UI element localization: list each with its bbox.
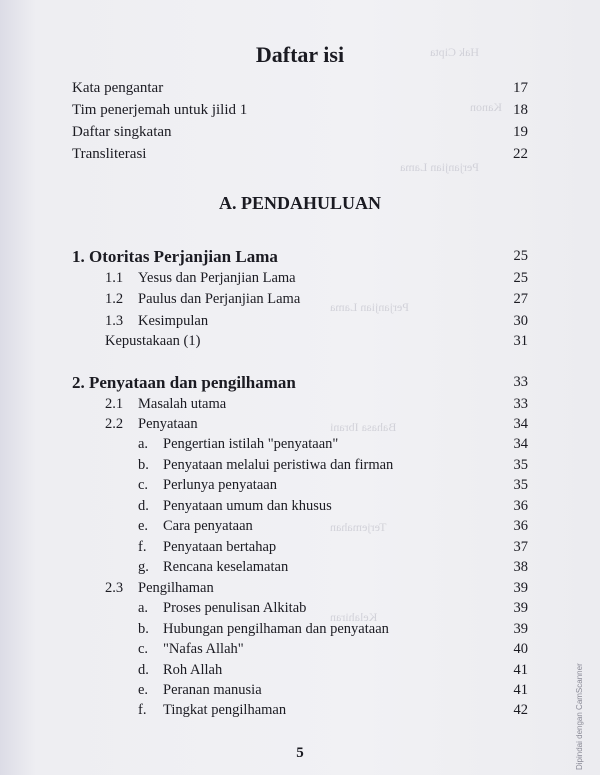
chapter-title: 1. Otoritas Perjanjian Lama [72,247,278,266]
subsection-page: 30 [513,313,528,329]
item-label: Proses penulisan Alkitab [163,600,307,616]
item-page: 41 [513,682,528,698]
subsection-page: 33 [513,396,528,412]
item-page: 39 [513,621,528,637]
subsection-label: Kesimpulan [138,313,209,329]
front-matter-page: 22 [513,146,528,162]
item-letter: f. [138,539,147,555]
subsection-label: Yesus dan Perjanjian Lama [138,270,296,286]
item-page: 40 [513,641,528,657]
page-title: Daftar isi [255,42,345,67]
item-letter: b. [138,621,149,637]
item-letter: c. [138,641,149,657]
item-letter: a. [138,600,149,616]
subsection-number: 2.2 [105,416,124,432]
item-letter: c. [138,477,149,493]
chapter-page: 25 [513,248,528,264]
page-number: 5 [296,745,304,761]
scanner-watermark: Dipindai dengan CamScanner [575,663,584,770]
subsection-page: 34 [513,416,528,432]
item-page: 34 [513,436,528,452]
item-page: 42 [513,702,528,718]
subsection-label: Masalah utama [138,396,227,412]
item-label: Penyataan umum dan khusus [163,498,332,514]
subsection-label: Pengilhaman [138,580,214,596]
item-label: Rencana keselamatan [163,559,289,575]
item-letter: f. [138,702,147,718]
item-label: Penyataan melalui peristiwa dan firman [163,457,394,473]
front-matter-page: 18 [513,102,528,118]
subsection-page: 39 [513,580,528,596]
item-label: Tingkat pengilhaman [163,702,287,718]
subsection-page: 27 [513,291,528,307]
item-page: 37 [513,539,528,555]
item-page: 39 [513,600,528,616]
item-label: Roh Allah [163,662,223,678]
item-label: Pengertian istilah "penyataan" [163,436,339,452]
chapter-title: 2. Penyataan dan pengilhaman [72,373,296,392]
subsection-number: 1.1 [105,270,124,286]
front-matter-label: Kata pengantar [72,80,164,96]
bibliography-page: 31 [513,333,528,349]
chapter-page: 33 [513,374,528,390]
subsection-page: 25 [513,270,528,286]
item-page: 35 [513,477,528,493]
bibliography-label: Kepustakaan (1) [105,333,201,349]
subsection-label: Penyataan [138,416,198,432]
item-page: 36 [513,498,528,514]
item-label: Penyataan bertahap [163,539,277,555]
item-letter: a. [138,436,149,452]
section-heading: A. PENDAHULUAN [219,193,381,213]
item-label: Hubungan pengilhaman dan penyataan [163,621,389,637]
item-page: 35 [513,457,528,473]
item-label: Peranan manusia [163,682,262,698]
subsection-number: 2.3 [105,580,124,596]
item-letter: d. [138,498,149,514]
item-page: 38 [513,559,528,575]
front-matter-label: Daftar singkatan [72,124,172,140]
book-page: Hak Cipta Kanon Perjanjian Lama Perjanjian Lama Bahasa Ibrani Terjemahan Kelahiran Daftar isi Kata pengantar 17 Tim penerjemah untuk jilid 1 18 Daftar singkatan 19 Transliterasi 22 A. PENDAHULUAN 1. Otoritas Perjanjian Lama 25 1.1 Yesus dan Perjanjian Lama 25 1.2 Paulus dan Perjanjian Lama 27 1.3 Kesimpulan 30 Kepustakaan (1) 31 2. Penyataan dan pengilhaman 33 2.1 Masalah utama 33 2.2 Penyataan 34 a. Pengertian istilah "penyataan" 34 b. Penyataan melalui peristiwa dan firman 35 c. Perlunya penyataan 35 d. Penyataan umum dan khusus 36 e. Cara penyataan 36 f. Penyataan bertahap 37 g. Rencana keselamatan 38 2.3 Pengilhaman 39 a. Proses penulisan Alkitab 39 b. Hubungan pengilhaman dan penyataan 39 c. "Nafas Allah" 40 d. Roh Allah 41 e. Peranan manusia 41 f. Tingkat pengilhaman 42 5 Dipindai dengan CamScanner [0,0,600,775]
item-page: 41 [513,662,528,678]
front-matter-label: Transliterasi [72,146,147,162]
front-matter-page: 17 [513,80,528,96]
item-letter: b. [138,457,149,473]
subsection-number: 1.3 [105,313,124,329]
item-label: Cara penyataan [163,518,253,534]
subsection-label: Paulus dan Perjanjian Lama [138,291,301,307]
front-matter-page: 19 [513,124,528,140]
item-letter: e. [138,518,149,534]
item-letter: e. [138,682,149,698]
item-page: 36 [513,518,528,534]
front-matter-label: Tim penerjemah untuk jilid 1 [72,102,248,118]
subsection-number: 2.1 [105,396,124,412]
item-letter: d. [138,662,149,678]
item-label: "Nafas Allah" [163,641,244,657]
subsection-number: 1.2 [105,291,124,307]
item-label: Perlunya penyataan [163,477,277,493]
item-letter: g. [138,559,149,575]
